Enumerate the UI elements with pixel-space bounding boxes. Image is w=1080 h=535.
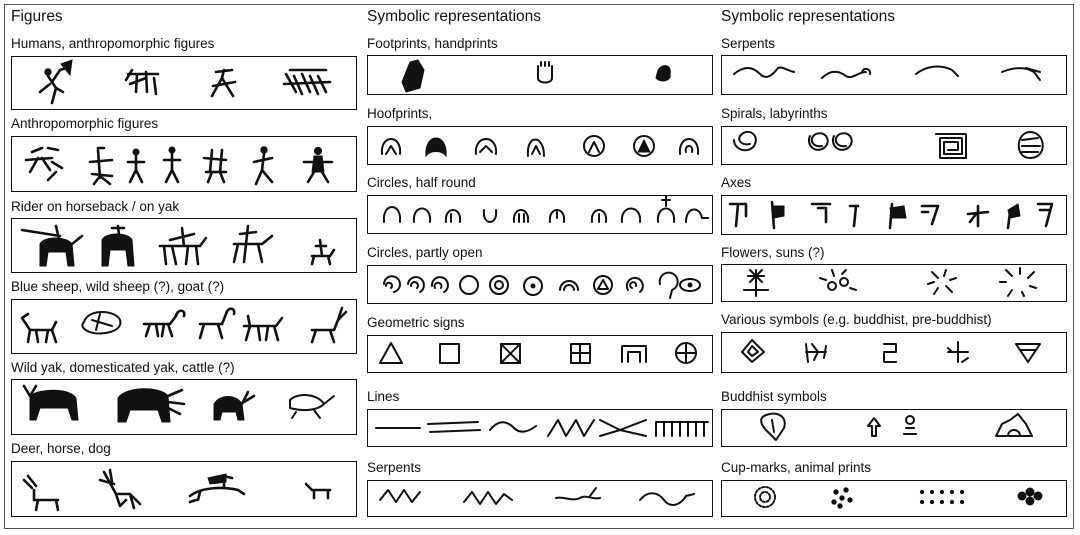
category-label-serpents-2: Serpents xyxy=(367,460,422,475)
anthropomorphic-figures-glyphs xyxy=(26,147,332,184)
footprint-glyphs xyxy=(402,60,670,92)
category-label-flowers: Flowers, suns (?) xyxy=(721,245,825,260)
category-label-anthropomorphic: Anthropomorphic figures xyxy=(11,116,159,131)
hoofprint-glyphs xyxy=(382,136,698,156)
category-label-spirals: Spirals, labyrinths xyxy=(721,106,828,121)
geometric-glyphs xyxy=(380,343,696,363)
cup-mark-glyphs xyxy=(755,487,1042,508)
column-heading-figures: Figures xyxy=(11,8,63,25)
category-label-humans: Humans, anthropomorphic figures xyxy=(11,36,215,51)
rider-glyphs xyxy=(22,226,334,266)
serpent-glyphs xyxy=(380,488,694,505)
human-figures-glyphs xyxy=(40,60,330,103)
category-label-lines: Lines xyxy=(367,389,400,404)
serpent-glyphs xyxy=(734,67,1040,80)
column-heading-symbolic-2: Symbolic representations xyxy=(721,8,896,25)
category-label-footprints: Footprints, handprints xyxy=(367,36,498,51)
spiral-glyphs xyxy=(734,132,1043,158)
category-label-hoofprints: Hoofprints, xyxy=(367,106,433,121)
flower-sun-glyphs xyxy=(744,268,1036,296)
category-label-various: Various symbols (e.g. buddhist, pre-buddhist) xyxy=(721,312,992,327)
axe-glyphs xyxy=(730,202,1052,228)
category-label-deer: Deer, horse, dog xyxy=(11,441,111,456)
buddhist-symbol-glyphs xyxy=(761,414,1032,440)
category-label-buddhist: Buddhist symbols xyxy=(721,389,827,404)
category-label-serpents-3: Serpents xyxy=(721,36,776,51)
line-glyphs xyxy=(376,420,708,436)
category-label-half-round: Circles, half round xyxy=(367,175,476,190)
various-symbol-glyphs xyxy=(742,340,1040,362)
half-round-glyphs xyxy=(384,196,708,222)
column-heading-symbolic-1: Symbolic representations xyxy=(367,8,542,25)
deer-horse-dog-glyphs xyxy=(24,470,330,510)
sheep-goat-glyphs xyxy=(22,308,346,342)
category-label-axes: Axes xyxy=(721,175,752,190)
category-label-geometric: Geometric signs xyxy=(367,315,465,330)
category-label-cup-marks: Cup-marks, animal prints xyxy=(721,460,872,475)
category-label-sheep: Blue sheep, wild sheep (?), goat (?) xyxy=(11,279,225,294)
open-circle-glyphs xyxy=(384,273,700,298)
yak-cattle-glyphs xyxy=(24,386,334,422)
category-label-yak: Wild yak, domesticated yak, cattle (?) xyxy=(11,360,235,375)
category-label-rider: Rider on horseback / on yak xyxy=(11,199,180,214)
category-label-partly-open: Circles, partly open xyxy=(367,245,483,260)
